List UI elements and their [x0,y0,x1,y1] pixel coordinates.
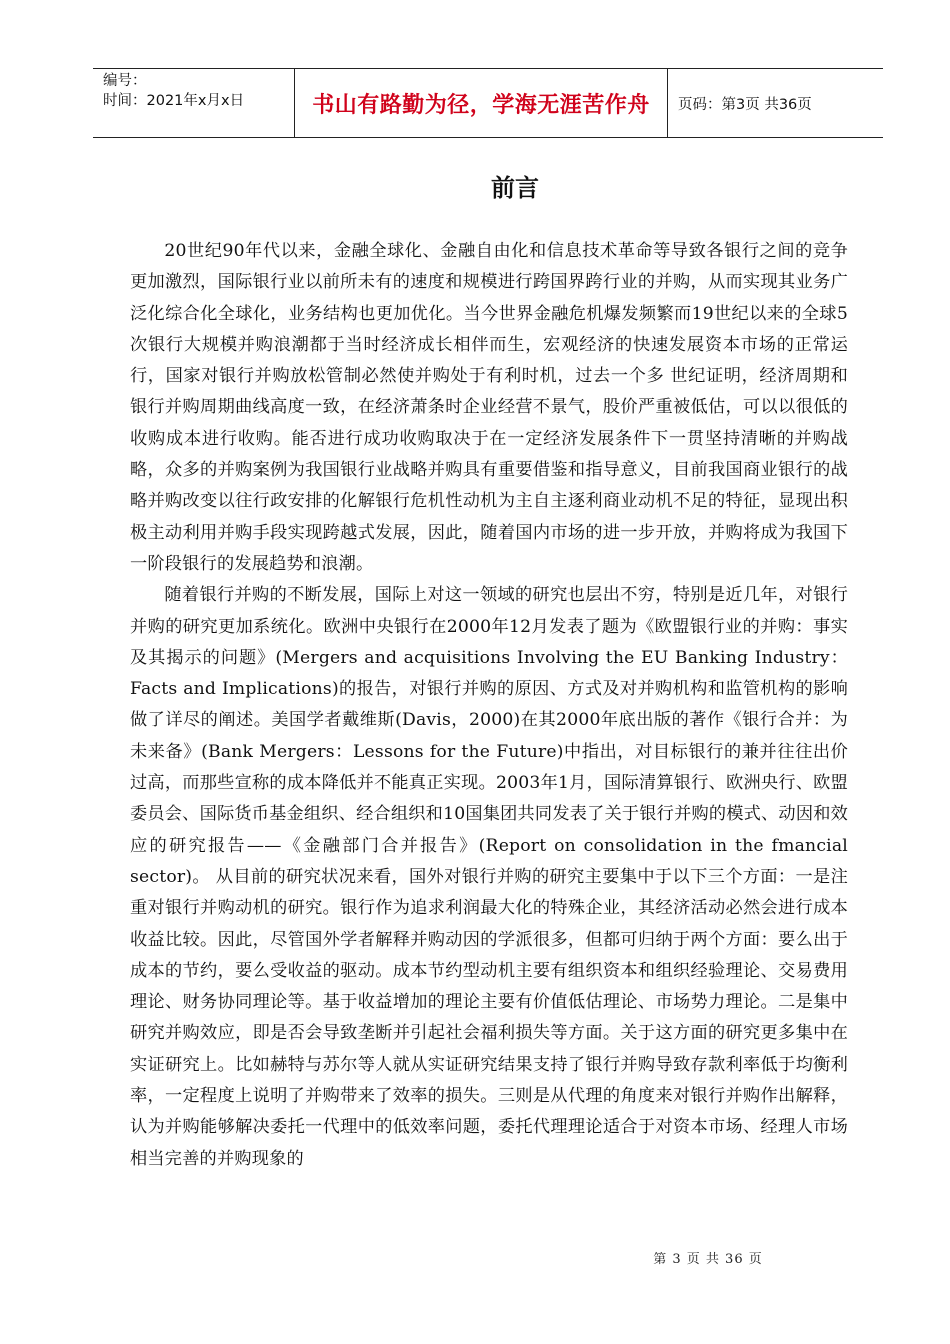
page-header [93,68,883,138]
header-date: 时间：2021年x月x日 [103,93,245,109]
header-meta [93,69,295,137]
header-serial: 编号： [103,73,147,89]
paragraph: 随着银行并购的不断发展，国际上对这一领域的研究也层出不穷，特别是近几年，对银行并购的研究更加系统化。欧洲中央银行在2000年12月发表了题为《欧盟银行业的并购：事实及其揭示的问题》(Mergers and acquisitions Involving the EU Banking Industry：Facts and Implications)的报告，对银行并购的原因、方式及对并购机构和监管机构的影响做了详尽的阐述。美国学者戴维斯(Davis，2000)在其2000年底出版的著作《银行合并：为未来备》(Bank Mergers：Lessons for the Future)中指出，对目标银行的兼并往往出价过高，而那些宣称的成本降低并不能真正实现。2003年1月，国际清算银行、欧洲央行、欧盟委员会、国际货币基金组织、经合组织和10国集团共同发表了关于银行并购的模式、动因和效应的研究报告——《金融部门合并报告》(Report on consolidation in the fmancial sector)。 从目前的研究状况来看，国外对银行并购的研究主要集中于以下三个方面：一是注重对银行并购动机的研究。银行作为追求利润最大化的特殊企业，其经济活动必然会进行成本收益比较。因此，尽管国外学者解释并购动因的学派很多，但都可归纳于两个方面：要么出于成本的节约，要么受收益的驱动。成本节约型动机主要有组织资本和组织经验理论、交易费用理论、财务协同理论等。基于收益增加的理论主要有价值低估理论、市场势力理论。二是集中研究并购效应，即是否会导致垄断并引起社会福利损失等方面。关于这方面的研究更多集中在实证研究上。比如赫特与苏尔等人就从实证研究结果支持了银行并购导致存款利率低于均衡利率，一定程度上说明了并购带来了效率的损失。三则是从代理的角度来对银行并购作出解释，认为并购能够解决委托一代理中的低效率问题，委托代理理论适合于对资本市场、经理人市场相当完善的并购现象的 [130,585,848,1169]
document-body [130,236,848,1175]
paragraph: 20世纪90年代以来，金融全球化、金融自由化和信息技术革命等导致各银行之间的竞争更加激烈，国际银行业以前所未有的速度和规模进行跨国界跨行业的并购，从而实现其业务广泛化综合化全球化，业务结构也更加优化。当今世界金融危机爆发频繁而19世纪以来的全球5次银行大规模并购浪潮都于当时经济成长相伴而生，宏观经济的快速发展资本市场的正常运行，国家对银行并购放松管制必然使并购处于有利时机，过去一个多 世纪证明，经济周期和银行并购周期曲线高度一致，在经济萧条时企业经营不景气，股价严重被低估，可以以很低的收购成本进行收购。能否进行成功收购取决于在一定经济发展条件下一贯坚持清晰的并购战略，众多的并购案例为我国银行业战略并购具有重要借鉴和指导意义，目前我国商业银行的战略并购改变以往行政安排的化解银行危机性动机为主自主逐利商业动机不足的特征，显现出积极主动利用并购手段实现跨越式发展，因此，随着国内市场的进一步开放，并购将成为我国下一阶段银行的发展趋势和浪潮。 [130,241,848,574]
header-motto: 书山有路勤为径，学海无涯苦作舟 [295,69,668,137]
page-footer: 第 3 页 共 36 页 [653,1252,763,1267]
header-page-info: 页码：第3页 共36页 [678,96,812,113]
page-title: 前言 [491,174,539,202]
